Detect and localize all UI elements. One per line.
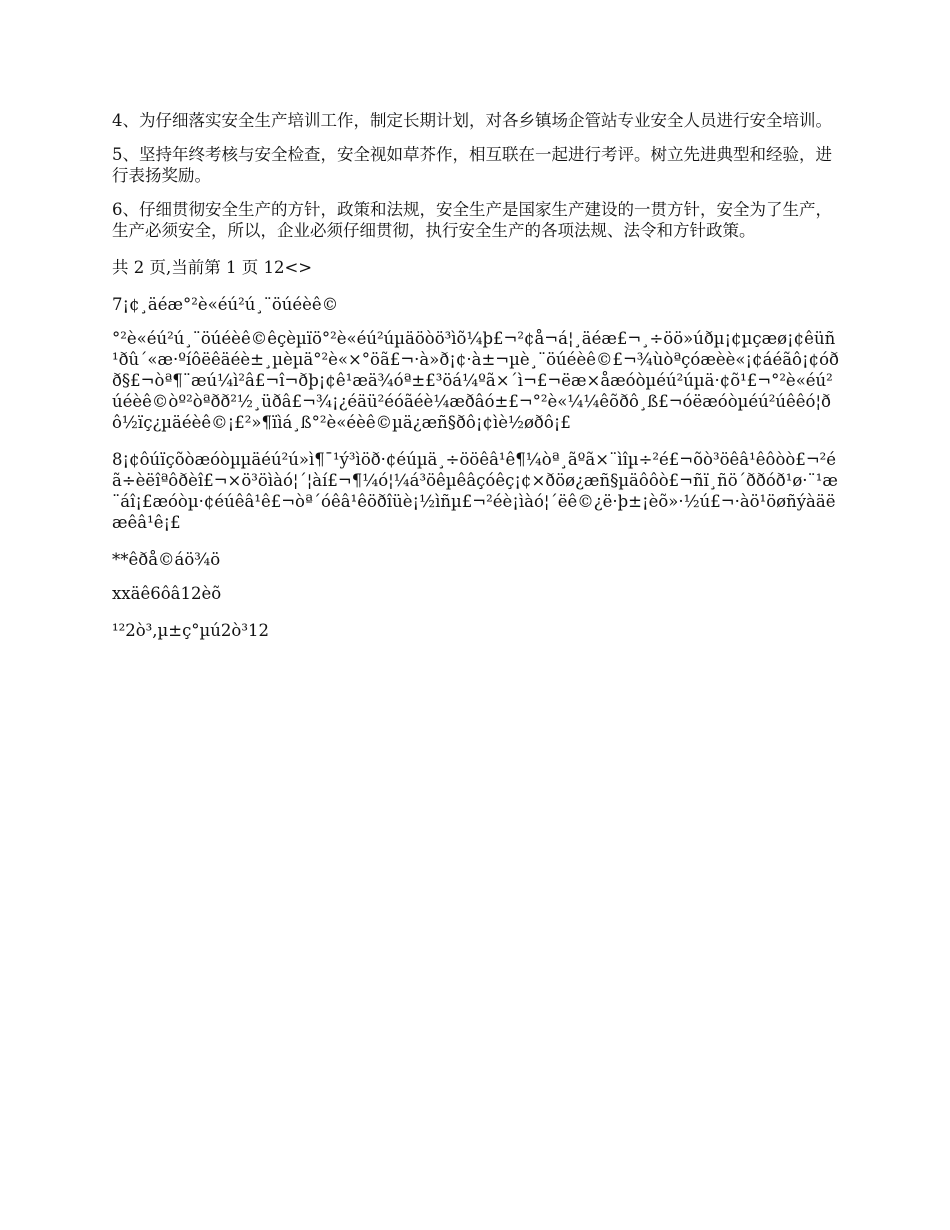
garbled-pagination: ¹²2ò³,µ±ç°µú2ò³12 xyxy=(112,621,269,640)
garbled-paragraph-7: °²è«éú²ú¸¨öúéèê©êçèµïö°²è«éú²úµäöòö³ìõ¼þ£¬²¢å¬á¦¸äéæ£¬¸÷öö»úðµ¡¢µçæø¡¢êüñ¹ðû´«æ·ºíôëêäéè±¸µèµä°²è«×°öã£¬·à»ð¡¢·à±¬µè¸¨öúéèê©£¬¾ùòªçóæèè«¡¢áéãô¡¢óðð§£¬òª¶¨æú¼ì²â£¬î¬ðþ¡¢ê¹æä¾óª±£³öá¼ºã×´ì¬£¬ëæ×åæóòµéú²úµä·¢õ¹£¬°²è«éú²úéèê©òº²òªðð²½¸üðâ£¬¾¡¿éäü²éóãéè¼æðâó±£¬°²è«¼¼êõðô¸ß£¬óëæóòµéú²úêêó¦ðô½ïç¿µäéèê©¡£²»¶ïìá¸ß°²è«éèê©µä¿æñ§ðô¡¢ìè½øðô¡£ xyxy=(112,329,839,432)
garbled-heading-7: 7¡¢¸äéæ°²è«éú²ú¸¨öúéèê© xyxy=(112,295,339,314)
paragraph-item-5: 5、坚持年终考核与安全检查，安全视如草芥作，相互联在一起进行考评。树立先进典型和经验，进行表扬奖励。 xyxy=(112,145,832,185)
document-page xyxy=(112,110,840,657)
paragraph-item-4: 4、为仔细落实安全生产培训工作，制定长期计划，对各乡镇场企管站专业安全人员进行安全培训。 xyxy=(112,111,832,130)
paragraph-item-6: 6、仔细贯彻安全生产的方针，政策和法规，安全生产是国家生产建设的一贯方针，安全为了生产，生产必须安全，所以，企业必须仔细贯彻，执行安全生产的各项法规、法令和方针政策。 xyxy=(112,200,832,240)
pagination-text: 共 2 页,当前第 1 页 12<> xyxy=(112,258,313,277)
garbled-heading-8: 8¡¢ôúïçõòæóòµµäéú²ú»ì¶¯¹ý³ìöð·¢éúµä¸÷ööêâ¹ê¶¼òª¸ãºã×¨ìîµ÷²é£¬õò³öêâ¹êôòò£¬²éã÷èëîªôðèî£¬×ö³öìàó¦´¦àí£¬¶¼ó¦¼á³öêµêâçóêç¡¢×ðöø¿æñ§µäôôò£¬ñï¸ñö´ððóð¹ø·¨¹æ¨áî¡£æóòµ·¢éúêâ¹ê£¬òª´óêâ¹êöðîüè¡½ìñµ£¬²éè¡ìàó¦´ëê©¿ë·þ±¡èõ»·½ú£¬·àö¹öøñýàäëæêâ¹ê¡£ xyxy=(112,450,838,532)
garbled-signature: **êðå©áö¾ö xyxy=(112,550,221,569)
garbled-date: xxäê6ôâ12èõ xyxy=(112,584,222,603)
